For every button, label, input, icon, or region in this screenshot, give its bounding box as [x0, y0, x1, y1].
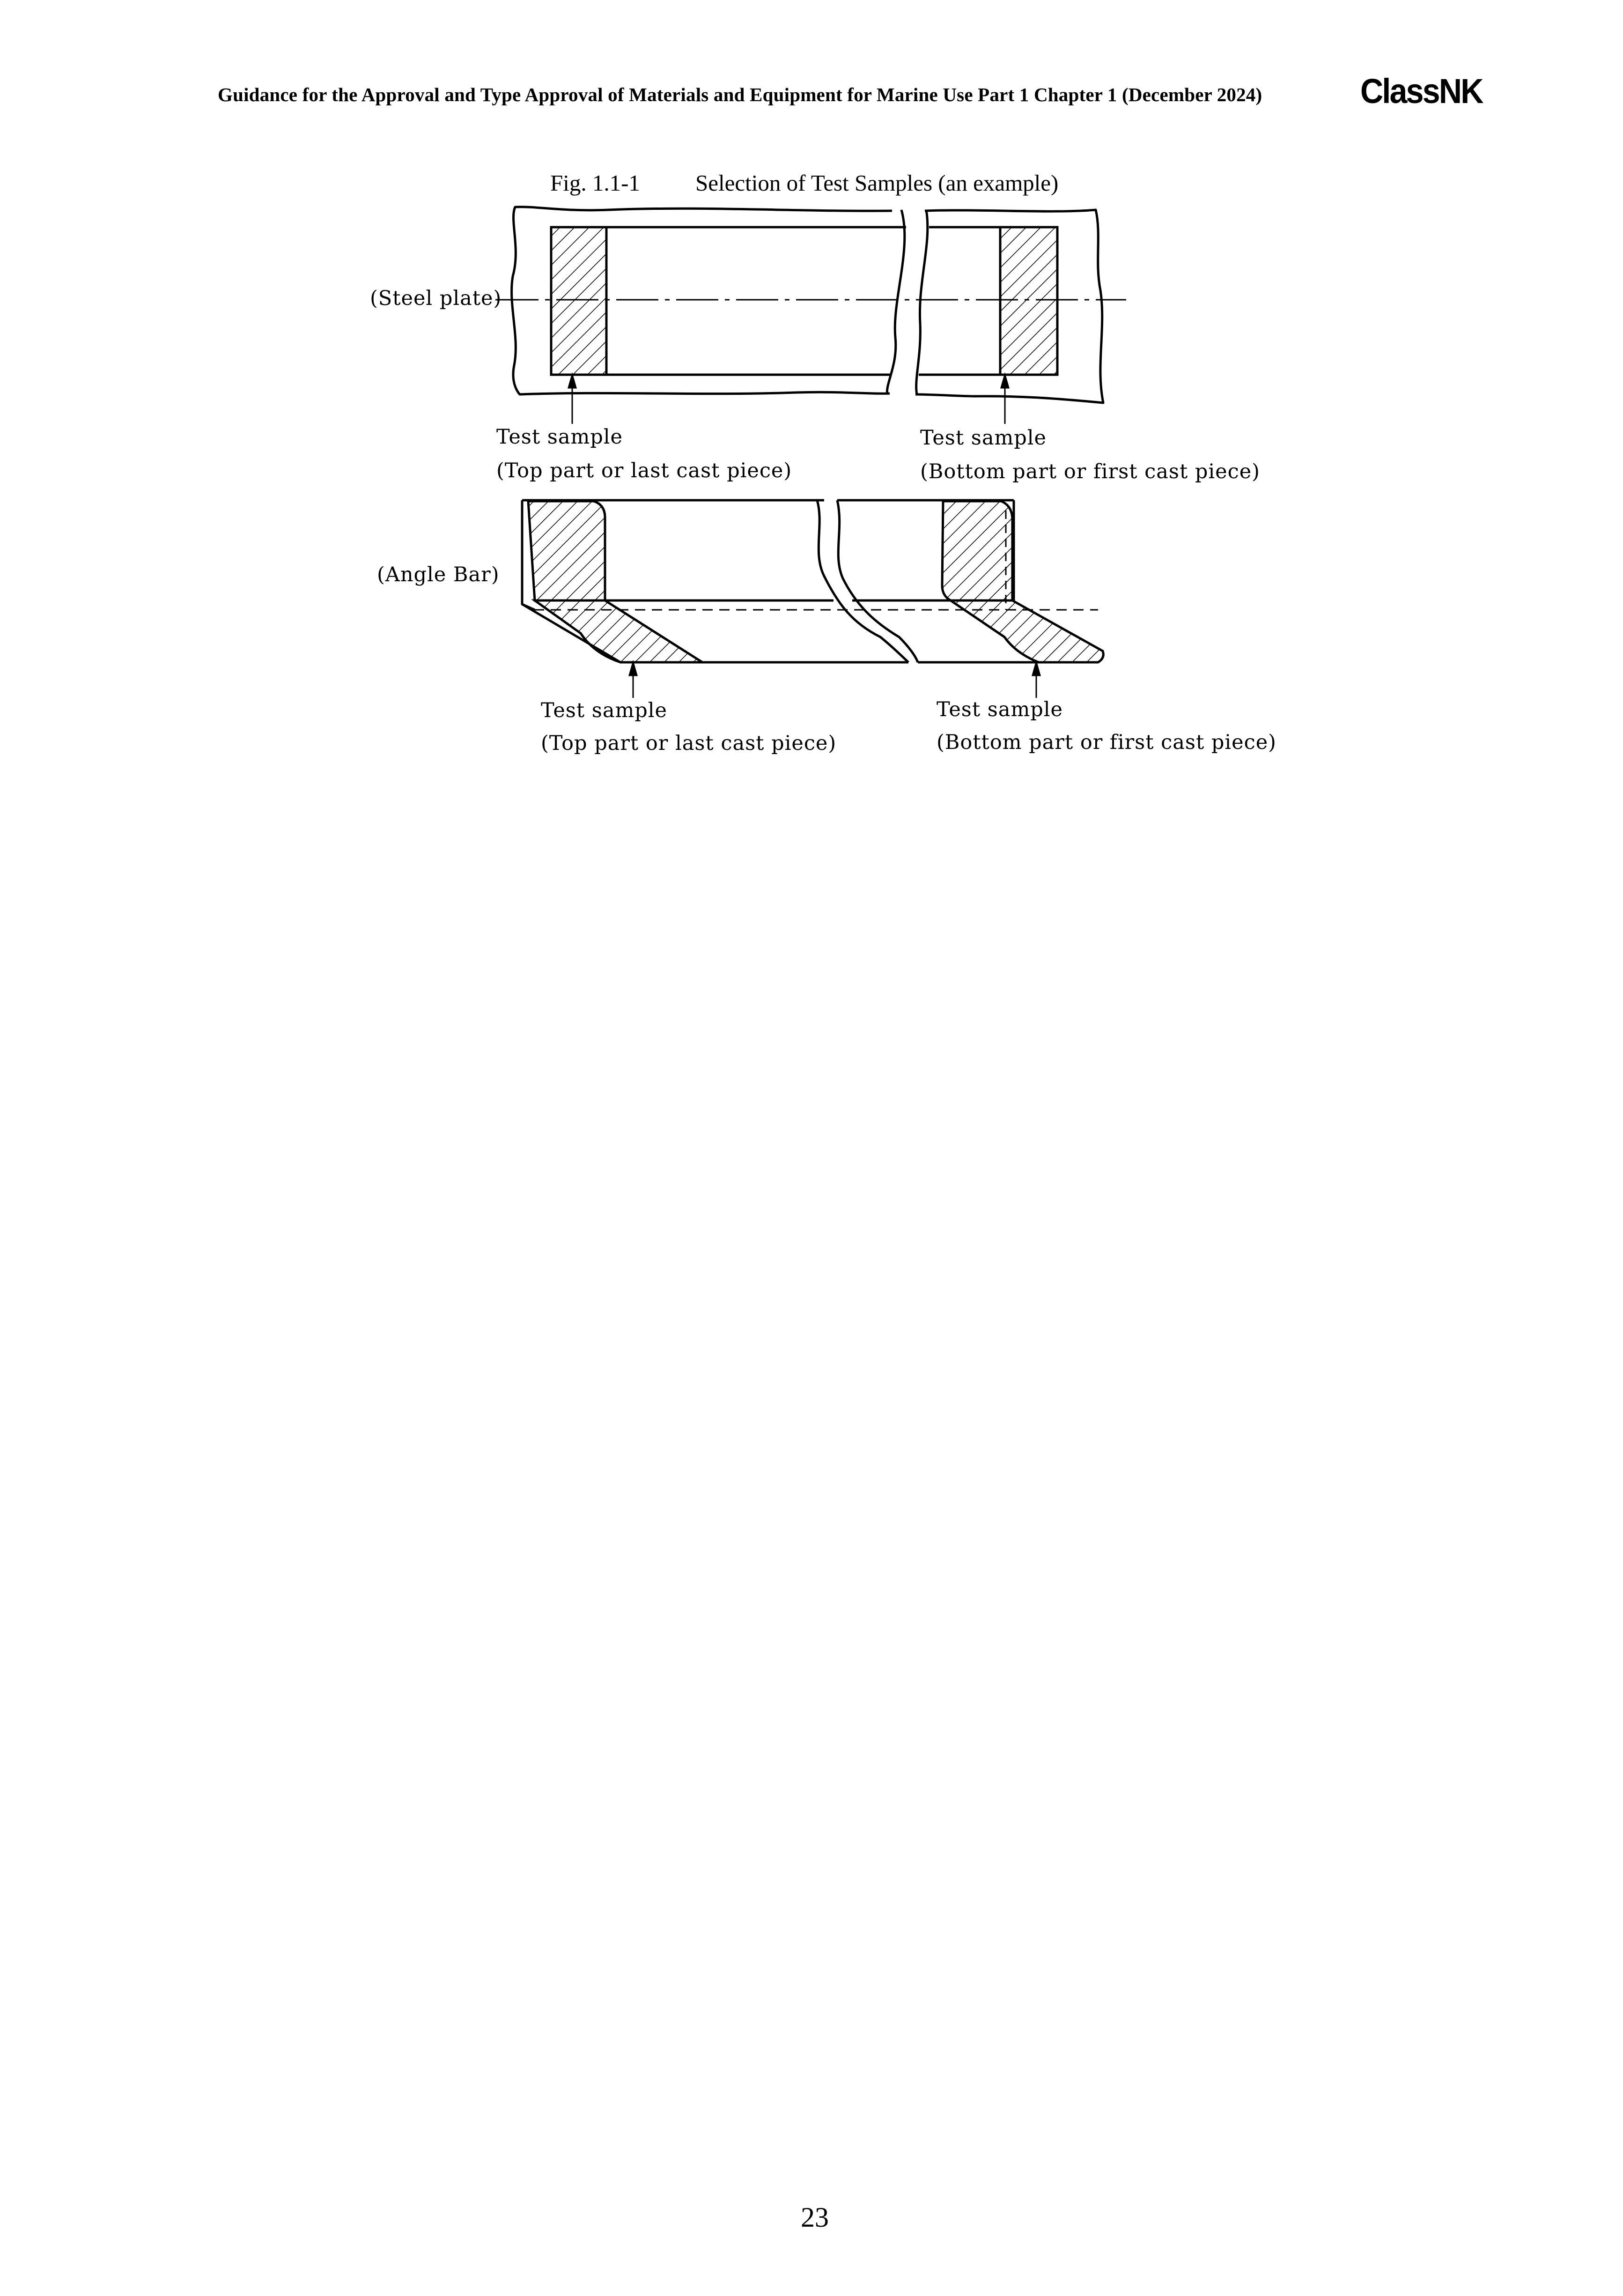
angle-bar-left-sample-note: (Top part or last cast piece)	[541, 732, 837, 755]
angle-bar-right-sample-label: Test sample	[937, 698, 1063, 721]
angle-bar-left-sample-label: Test sample	[541, 699, 668, 722]
angle-bar-right-sample-note: (Bottom part or first cast piece)	[937, 731, 1276, 754]
angle-bar-arrows	[629, 662, 1040, 698]
steel-plate-left-sample-label: Test sample	[496, 425, 623, 449]
running-header: Guidance for the Approval and Type Approval of Materials and Equipment for Marine Use Part 1 Chapter 1 (December 2024)	[218, 84, 1262, 105]
angle-bar-left-sample-vertical	[528, 501, 605, 600]
steel-plate-left-sample	[551, 227, 606, 375]
steel-plate-left-sample-note: (Top part or last cast piece)	[496, 459, 792, 482]
figure-caption: Selection of Test Samples (an example)	[695, 170, 1059, 196]
steel-plate-right-sample	[1000, 227, 1057, 375]
steel-plate-label: (Steel plate)	[370, 287, 502, 310]
steel-plate-right-sample-note: (Bottom part or first cast piece)	[920, 460, 1260, 483]
angle-bar-label: (Angle Bar)	[377, 563, 500, 586]
steel-plate-right-sample-label: Test sample	[920, 426, 1047, 450]
classnk-logo: ClassNK	[1360, 72, 1483, 111]
angle-bar-right-sample-vertical	[942, 501, 1012, 600]
steel-plate-arrows	[568, 375, 1009, 424]
figure-number: Fig. 1.1-1	[550, 170, 640, 196]
page-number: 23	[801, 2202, 829, 2233]
